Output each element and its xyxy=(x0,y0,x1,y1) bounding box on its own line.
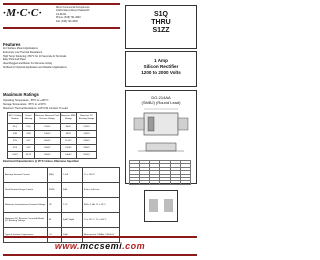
table-cell: S1R xyxy=(8,131,23,138)
table-cell: 8.3ms, half sine xyxy=(82,183,119,198)
top-bar xyxy=(3,3,120,5)
website-domain: mccsemi xyxy=(80,241,123,251)
table-cell: IFM = 1.0A; TJ = 25°C xyxy=(82,198,119,213)
table-cell: 1120V xyxy=(60,138,76,145)
address-line: Fax: (818) 701-4939 xyxy=(56,19,78,23)
table-cell: CJ xyxy=(48,228,62,243)
feature-item: Extremely Low Thermal Resistance xyxy=(3,50,43,54)
feature-item: Ideal Rugged and Better For Reverse Acting xyxy=(3,62,53,66)
bottom-bar-lower xyxy=(3,254,197,256)
device-type: Silicon Rectifier xyxy=(143,64,179,69)
website-tld: .com xyxy=(122,241,146,251)
table-row xyxy=(8,145,97,152)
table-cell: VF xyxy=(48,198,62,213)
table-header-row xyxy=(8,113,97,124)
part-from: S1Q xyxy=(153,11,168,18)
package-code: DO-214AA xyxy=(151,95,171,100)
table-cell: 1400V xyxy=(77,131,97,138)
company-logo: ·M·C·C· xyxy=(3,7,42,19)
table-cell: S1V xyxy=(23,138,35,145)
electrical-title: Electrical Characteristics @ 25°C Unless Otherwise Specified xyxy=(3,160,79,163)
feature-item: High Temp Soldering: 250°C for 10 Seconds At Terminals xyxy=(3,54,67,58)
table-row xyxy=(4,183,120,198)
table-cell: S1X xyxy=(23,145,35,152)
table-cell: 1200V xyxy=(77,124,97,131)
table-row xyxy=(4,168,120,183)
table-cell: 840V xyxy=(60,124,76,131)
table-cell: Maximum DC Reverse Current At Rated DC Blocking Voltage xyxy=(4,213,48,228)
table-cell: 1400V xyxy=(34,131,60,138)
table-cell: 1400V xyxy=(60,152,76,159)
table-cell: 5µA / 50µA xyxy=(61,213,82,228)
table-row xyxy=(8,152,97,159)
table-cell: 2000V xyxy=(34,152,60,159)
company-address xyxy=(56,6,118,23)
table-cell: Maximum Instantaneous Forward Voltage xyxy=(4,198,48,213)
table-cell: 1.1V xyxy=(61,198,82,213)
table-cell: I(AV) xyxy=(48,168,62,183)
table-header-cell: Maximum RMS Voltage xyxy=(60,113,76,124)
table-cell: S1Q xyxy=(8,124,23,131)
rating-item: Operating Temperature: -55°C to +150°C xyxy=(3,99,49,102)
table-cell: Typical Junction Capacitance xyxy=(4,228,48,243)
feature-item: Suffixed for Optimal Application and Weather Applications xyxy=(3,65,67,69)
table-cell: S1R xyxy=(23,131,35,138)
table-header-cell: Device Marking xyxy=(23,113,35,124)
table-header-cell: Maximum DC Blocking Voltage xyxy=(77,113,97,124)
table-header-cell: Maximum Recurrent Peak Reverse Voltage xyxy=(34,113,60,124)
max-ratings-list xyxy=(3,99,68,110)
package-outline-drawing xyxy=(126,107,196,167)
table-header-cell: MCC Catalog Number xyxy=(8,113,23,124)
table-cell: Measured at 1.0MHz, VR=4.0V xyxy=(82,228,119,243)
package-name xyxy=(126,95,196,105)
table-cell: 2000V xyxy=(77,152,97,159)
table-cell: Peak Forward Surge Current xyxy=(4,183,48,198)
table-cell: S1Q xyxy=(23,124,35,131)
table-cell: S1X xyxy=(8,145,23,152)
part-number-box xyxy=(125,5,197,49)
table-cell: TL = 100°C xyxy=(82,168,119,183)
address-line: 21201 Itasca Street Chatsworth xyxy=(56,9,90,13)
website-url xyxy=(0,241,200,251)
table-cell: 1260V xyxy=(60,145,76,152)
table-cell: 1600V xyxy=(34,138,60,145)
table-cell: S1ZZ xyxy=(23,152,35,159)
rating-item: Maximum Thermal Resistance: 100°C/W Junction To Lead xyxy=(3,106,68,110)
features-section xyxy=(3,42,67,70)
table-cell: S1V xyxy=(8,138,23,145)
address-line: Phone: (818) 701-4933 xyxy=(56,16,81,20)
dimensions-table xyxy=(129,160,191,185)
address-line: Micro Commercial Components xyxy=(56,6,90,9)
table-cell: 1.0 A xyxy=(61,168,82,183)
current-rating: 1 Amp xyxy=(154,58,168,63)
address-line: CA 91311 xyxy=(56,12,67,16)
table-cell: 1800V xyxy=(77,145,97,152)
rating-item: Storage Temperature: -55°C to +150°C xyxy=(3,102,47,106)
table-row xyxy=(4,213,120,228)
table-cell: 1600V xyxy=(77,138,97,145)
table-cell: Average Forward Current xyxy=(4,168,48,183)
part-to: S1ZZ xyxy=(152,27,170,34)
package-desc: (SMBJ) (Round Lead) xyxy=(141,100,181,105)
features-title: Features xyxy=(3,42,21,47)
feature-item: Easy Pick And Place xyxy=(3,58,26,62)
table-cell: 15pF xyxy=(61,228,82,243)
table-row xyxy=(8,131,97,138)
feature-item: For Surface Mount Applications xyxy=(3,47,38,50)
table-row xyxy=(8,138,97,145)
bottom-bar-upper xyxy=(3,236,197,238)
table-cell: S1ZZ xyxy=(8,152,23,159)
table-cell: IFSM xyxy=(48,183,62,198)
table-cell: 980V xyxy=(60,131,76,138)
website-www: www. xyxy=(54,241,81,251)
part-thru: THRU xyxy=(151,19,171,26)
header-rule xyxy=(3,27,120,29)
table-cell: 30A xyxy=(61,183,82,198)
table-row xyxy=(8,124,97,131)
table-cell: TJ = 25°C / TJ = 100°C xyxy=(82,213,119,228)
table-cell: IR xyxy=(48,213,62,228)
pad-right xyxy=(164,199,173,212)
electrical-table xyxy=(3,167,120,243)
solder-pad-layout xyxy=(144,190,178,222)
ratings-table xyxy=(7,112,97,159)
table-cell: 1800V xyxy=(34,145,60,152)
voltage-range: 1200 to 2000 Volts xyxy=(141,70,181,75)
product-summary-box xyxy=(125,51,197,87)
max-ratings-title: Maximum Ratings xyxy=(3,92,39,97)
table-row xyxy=(4,198,120,213)
table-cell: 1200V xyxy=(34,124,60,131)
pad-left xyxy=(149,199,158,212)
